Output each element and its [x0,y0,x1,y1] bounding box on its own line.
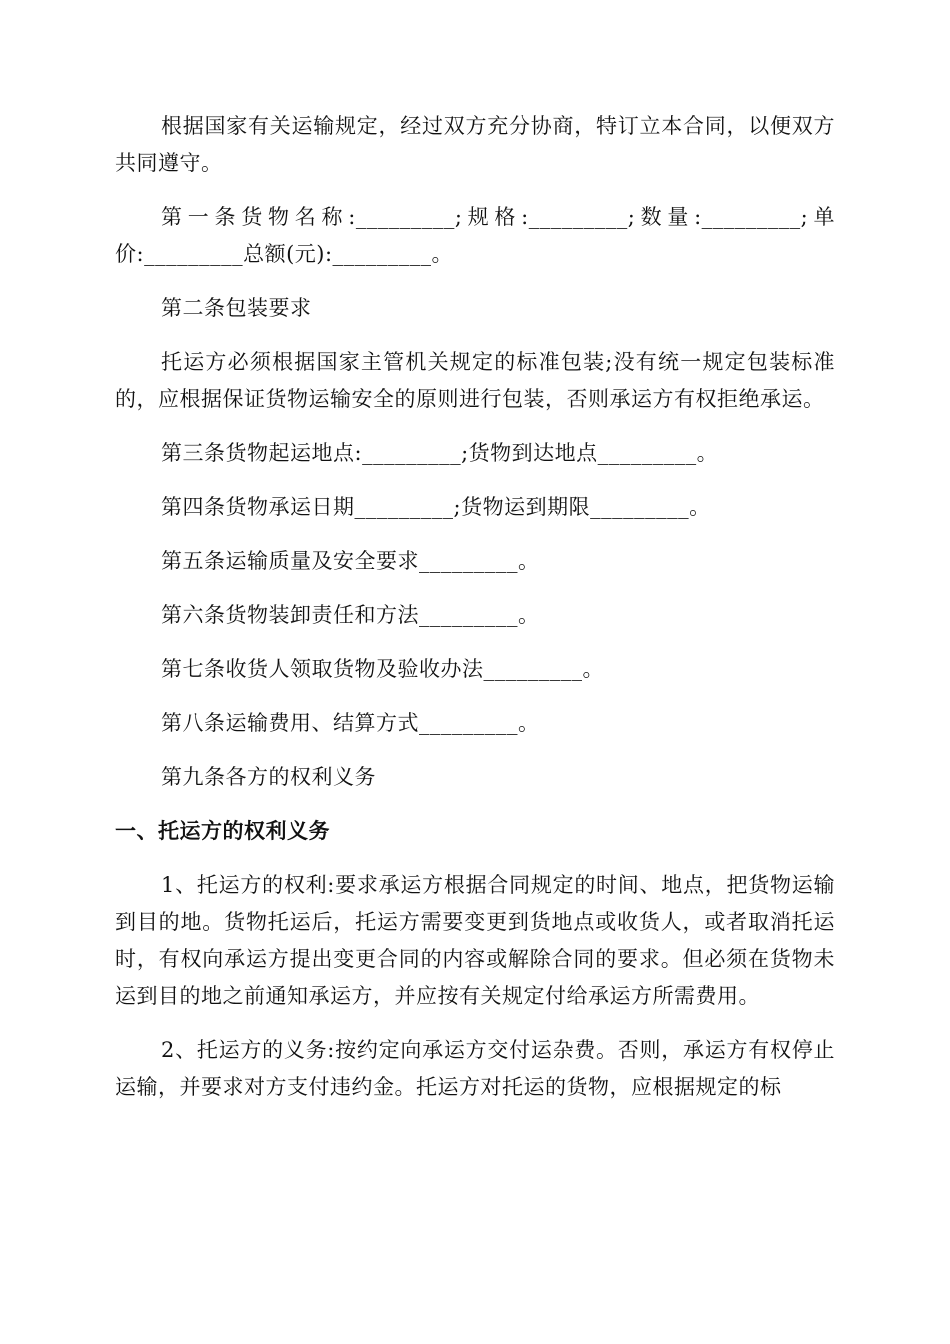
intro-paragraph: 根据国家有关运输规定，经过双方充分协商，特订立本合同，以便双方共同遵守。 [115,114,835,175]
section-heading-shipper: 一、托运方的权利义务 [115,819,330,843]
article-7-receiving: 第七条收货人领取货物及验收办法_________。 [161,657,604,681]
shipper-rights-paragraph: 1、托运方的权利:要求承运方根据合同规定的时间、地点，把货物运输到目的地。货物托运后，托运方需要变更到货地点或收货人，或者取消托运时，有权向承运方提出变更合同的内容或解除合同的要求。但必须在货物未运到目的地之前通知承运方，并应按有关规定付给承运方所需费用。 [115,873,835,1008]
article-6-loading: 第六条货物装卸责任和方法_________。 [161,603,540,627]
shipper-duties-paragraph: 2、托运方的义务:按约定向承运方交付运杂费。否则，承运方有权停止运输，并要求对方支付违约金。托运方对托运的货物，应根据规定的标 [115,1038,835,1099]
article-4-dates: 第四条货物承运日期_________;货物运到期限_________。 [161,495,711,519]
article-2-title: 第二条包装要求 [161,296,312,320]
document-page [115,108,835,1123]
article-8-fees: 第八条运输费用、结算方式_________。 [161,711,540,735]
article-3-locations: 第三条货物起运地点:_________;货物到达地点_________。 [161,441,719,465]
article-1-goods: 第一条货物名称:_________;规格:_________;数量:_________;单价:_________总额(元):_________。 [115,205,835,266]
article-2-body: 托运方必须根据国家主管机关规定的标准包装;没有统一规定包装标准的，应根据保证货物运输安全的原则进行包装，否则承运方有权拒绝承运。 [115,350,835,411]
article-9-title: 第九条各方的权利义务 [161,765,376,789]
article-5-quality: 第五条运输质量及安全要求_________。 [161,549,540,573]
